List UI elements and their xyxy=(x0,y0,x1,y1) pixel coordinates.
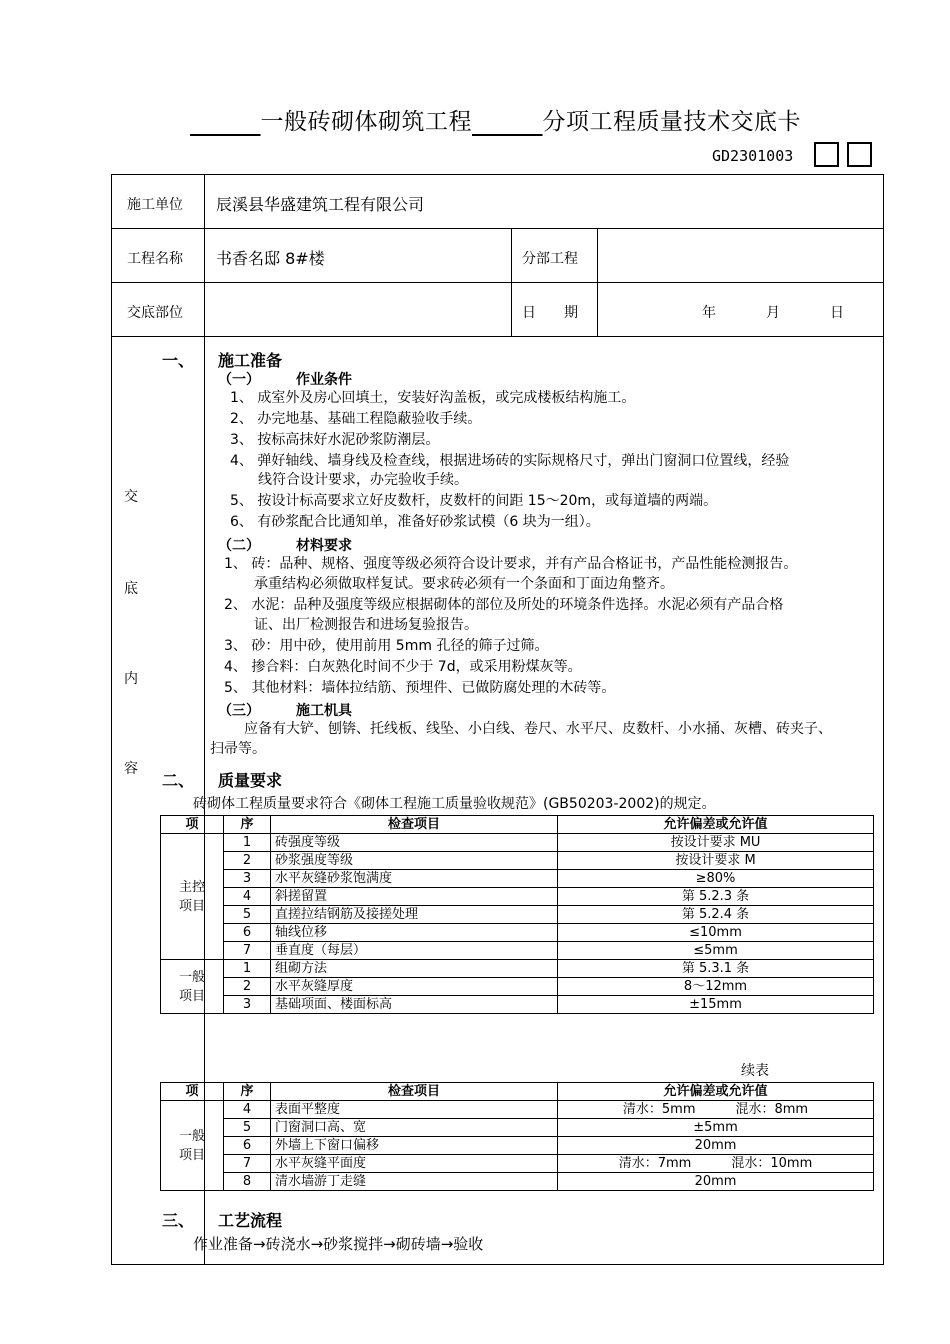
row-item: 斜搓留置 xyxy=(271,888,558,906)
sub2-title: 材料要求 xyxy=(296,538,352,554)
side-label-char: 内 xyxy=(124,671,138,687)
group-general: 一般 项目 xyxy=(161,1101,224,1191)
list-item: 4、 弹好轴线、墙身线及检查线，根据进场砖的实际规格尺寸，弹出门窗洞口位置线，经验 xyxy=(230,453,790,469)
row-item: 基础项面、楼面标高 xyxy=(271,996,558,1014)
sub3-num: （三） xyxy=(218,703,260,719)
row-no: 1 xyxy=(224,834,271,852)
subproject-label: 分部工程 xyxy=(522,251,578,267)
unit-label: 施工单位 xyxy=(127,197,183,213)
table-row xyxy=(161,834,874,852)
value-clear: 清水：5mm xyxy=(622,1102,696,1117)
date-year: 年 xyxy=(702,305,716,321)
row-item: 外墙上下窗口偏移 xyxy=(271,1137,558,1155)
row-value: 按设计要求 M xyxy=(558,852,874,870)
section1-num: 一、 xyxy=(162,351,195,370)
row-item: 清水墙游丁走缝 xyxy=(271,1173,558,1191)
list-item: 3、 砂：用中砂，使用前用 5mm 孔径的筛子过筛。 xyxy=(224,638,549,654)
col-header: 序 xyxy=(224,816,271,834)
row-no: 3 xyxy=(224,996,271,1014)
col-header: 允许偏差或允许值 xyxy=(558,1083,874,1101)
unit-value[interactable]: 辰溪县华盛建筑工程有限公司 xyxy=(216,195,425,214)
row-no: 6 xyxy=(224,924,271,942)
row-no: 6 xyxy=(224,1137,271,1155)
row-divider xyxy=(111,282,884,283)
col-header: 允许偏差或允许值 xyxy=(558,816,874,834)
list-item: 2、 办完地基、基础工程隐蔽验收手续。 xyxy=(230,411,482,427)
row-no: 8 xyxy=(224,1173,271,1191)
sub1-num: （一） xyxy=(218,372,260,388)
table-row xyxy=(161,1101,874,1119)
list-item: 1、 成室外及房心回填土，安装好沟盖板，或完成楼板结构施工。 xyxy=(230,390,636,406)
row-divider xyxy=(111,228,884,229)
section1-title: 施工准备 xyxy=(218,351,283,370)
sub1-title: 作业条件 xyxy=(296,372,352,388)
side-label-char: 容 xyxy=(124,761,138,777)
row-value: 按设计要求 MU xyxy=(558,834,874,852)
table-row xyxy=(161,888,874,906)
date-month: 月 xyxy=(766,305,780,321)
value-mixed: 混水：10mm xyxy=(731,1156,813,1171)
col-header: 项 xyxy=(161,1083,224,1101)
row-value xyxy=(558,1155,874,1173)
table-row xyxy=(161,870,874,888)
list-item: 5、 按设计标高要求立好皮数杆，皮数杆的间距 15～20m，或每道墙的两端。 xyxy=(230,493,718,509)
row-value: ≥80% xyxy=(558,870,874,888)
date-day: 日 xyxy=(830,305,844,321)
table-row xyxy=(161,996,874,1014)
row-value: ≤5mm xyxy=(558,942,874,960)
row-value: 第 5.2.3 条 xyxy=(558,888,874,906)
table-row xyxy=(161,978,874,996)
continued-label: 续表 xyxy=(741,1063,769,1079)
list-item: 扫帚等。 xyxy=(210,741,266,757)
list-item: 承重结构必须做取样复试。要求砖必须有一个条面和丁面边角整齐。 xyxy=(254,576,674,592)
value-mixed: 混水：8mm xyxy=(735,1102,809,1117)
row-value: 20mm xyxy=(558,1137,874,1155)
row-value xyxy=(558,1101,874,1119)
list-item: 证、出厂检测报告和进场复验报告。 xyxy=(254,617,478,633)
table-header-row xyxy=(161,1083,874,1101)
row-item: 砂浆强度等级 xyxy=(271,852,558,870)
row-no: 4 xyxy=(224,888,271,906)
row-item: 组砌方法 xyxy=(271,960,558,978)
process-flow: 作业准备→砖浇水→砂浆搅拌→砌砖墙→验收 xyxy=(193,1235,484,1253)
table-row xyxy=(161,906,874,924)
row-value: ±15mm xyxy=(558,996,874,1014)
table-row xyxy=(161,942,874,960)
row-item: 水平灰缝平面度 xyxy=(271,1155,558,1173)
list-item: 线符合设计要求，办完验收手续。 xyxy=(258,472,468,488)
side-label-char: 底 xyxy=(124,581,138,597)
location-label: 交底部位 xyxy=(127,305,183,321)
checkbox-2[interactable] xyxy=(847,142,872,167)
date-label: 日 期 xyxy=(522,305,578,321)
row-no: 4 xyxy=(224,1101,271,1119)
quality-table-continued xyxy=(160,1082,874,1191)
list-item: 5、 其他材料：墙体拉结筋、预埋件、已做防腐处理的木砖等。 xyxy=(224,680,616,696)
table-header-row xyxy=(161,816,874,834)
row-no: 5 xyxy=(224,1119,271,1137)
row-item: 砖强度等级 xyxy=(271,834,558,852)
row-item: 轴线位移 xyxy=(271,924,558,942)
col-header: 项 xyxy=(161,816,224,834)
list-item: 6、 有砂浆配合比通知单，准备好砂浆试模（6 块为一组）。 xyxy=(230,514,600,530)
table-row xyxy=(161,1119,874,1137)
row-value: ±5mm xyxy=(558,1119,874,1137)
row-no: 3 xyxy=(224,870,271,888)
doc-code: GD2301003 xyxy=(712,147,794,165)
table-row xyxy=(161,1173,874,1191)
table-row xyxy=(161,852,874,870)
table-row xyxy=(161,924,874,942)
row-divider xyxy=(111,336,884,337)
row-no: 2 xyxy=(224,852,271,870)
section3-num: 三、 xyxy=(162,1211,195,1230)
row-no: 2 xyxy=(224,978,271,996)
title-suffix: 分项工程质量技术交底卡 xyxy=(542,109,801,135)
list-item: 应备有大铲、刨锛、托线板、线坠、小白线、卷尺、水平尺、皮数杆、小水捅、灰槽、砖夹子、 xyxy=(244,721,832,737)
document-title xyxy=(190,103,801,136)
project-label: 工程名称 xyxy=(127,251,183,267)
table-row xyxy=(161,960,874,978)
col-header: 检查项目 xyxy=(271,1083,558,1101)
side-label-char: 交 xyxy=(124,489,138,505)
row-item: 水平灰缝厚度 xyxy=(271,978,558,996)
list-item: 1、 砖：品种、规格、强度等级必须符合设计要求，并有产品合格证书，产品性能检测报告。 xyxy=(224,556,798,572)
section2-title: 质量要求 xyxy=(218,771,283,790)
section2-intro: 砖砌体工程质量要求符合《砌体工程施工质量验收规范》(GB50203-2002)的规定。 xyxy=(193,796,716,812)
list-item: 3、 按标高抹好水泥砂浆防潮层。 xyxy=(230,432,440,448)
row-item: 门窗洞口高、宽 xyxy=(271,1119,558,1137)
group-general: 一般 项目 xyxy=(161,960,224,1014)
row-no: 7 xyxy=(224,1155,271,1173)
list-item: 4、 掺合料：白灰熟化时间不少于 7d，或采用粉煤灰等。 xyxy=(224,659,582,675)
row-item: 表面平整度 xyxy=(271,1101,558,1119)
column-divider xyxy=(597,228,598,336)
row-value: 第 5.2.4 条 xyxy=(558,906,874,924)
section3-title: 工艺流程 xyxy=(218,1211,283,1230)
group-main: 主控 项目 xyxy=(161,834,224,960)
quality-table xyxy=(160,815,874,1014)
row-item: 直搓拉结钢筋及接搓处理 xyxy=(271,906,558,924)
table-row xyxy=(161,1155,874,1173)
checkbox-1[interactable] xyxy=(814,142,839,167)
table-row xyxy=(161,1137,874,1155)
row-value: ≤10mm xyxy=(558,924,874,942)
row-value: 20mm xyxy=(558,1173,874,1191)
sub3-title: 施工机具 xyxy=(296,703,352,719)
row-no: 5 xyxy=(224,906,271,924)
row-no: 7 xyxy=(224,942,271,960)
project-value[interactable]: 书香名邸 8#楼 xyxy=(216,249,325,268)
section2-num: 二、 xyxy=(162,771,195,790)
row-item: 垂直度（每层） xyxy=(271,942,558,960)
sub2-num: （二） xyxy=(218,538,260,554)
list-item: 2、 水泥：品种及强度等级应根据砌体的部位及所处的环境条件选择。水泥必须有产品合格 xyxy=(224,597,784,613)
row-value: 第 5.3.1 条 xyxy=(558,960,874,978)
row-no: 1 xyxy=(224,960,271,978)
column-divider xyxy=(511,228,512,336)
col-header: 序 xyxy=(224,1083,271,1101)
title-project-underline xyxy=(190,109,543,135)
col-header: 检查项目 xyxy=(271,816,558,834)
title-project: 一般砖砌体砌筑工程 xyxy=(260,109,472,135)
row-item: 水平灰缝砂浆饱满度 xyxy=(271,870,558,888)
value-clear: 清水：7mm xyxy=(618,1156,692,1171)
row-value: 8～12mm xyxy=(558,978,874,996)
